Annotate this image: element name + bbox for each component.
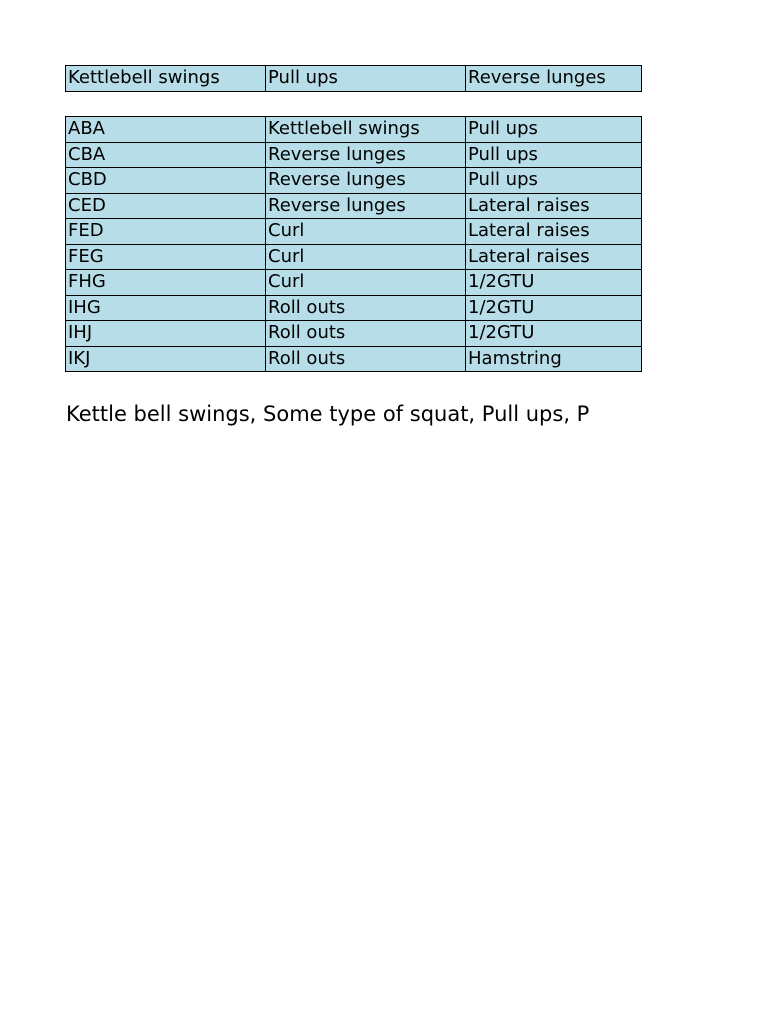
exercise-cell: Curl — [266, 270, 466, 296]
exercise-cell: Pull ups — [466, 142, 642, 168]
header-cell: Pull ups — [266, 66, 466, 92]
exercise-list-note: Kettle bell swings, Some type of squat, Pull ups, P — [66, 402, 590, 426]
exercise-cell: Curl — [266, 219, 466, 245]
exercise-cell: Lateral raises — [466, 244, 642, 270]
exercise-cell: Pull ups — [466, 117, 642, 143]
exercise-cell: Lateral raises — [466, 219, 642, 245]
exercise-cell: Roll outs — [266, 295, 466, 321]
table-row — [66, 117, 642, 143]
table-row — [66, 295, 642, 321]
routine-code-cell: IKJ — [66, 346, 266, 372]
routine-code-cell: FED — [66, 219, 266, 245]
routine-code-cell: FHG — [66, 270, 266, 296]
exercise-cell: Reverse lunges — [266, 142, 466, 168]
exercise-cell: Lateral raises — [466, 193, 642, 219]
exercise-cell: Curl — [266, 244, 466, 270]
routine-code-cell: CBA — [66, 142, 266, 168]
routine-code-cell: CED — [66, 193, 266, 219]
exercise-header-table — [65, 65, 642, 92]
table-row — [66, 321, 642, 347]
routine-table — [65, 116, 642, 372]
routine-code-cell: IHJ — [66, 321, 266, 347]
exercise-cell: 1/2GTU — [466, 295, 642, 321]
table-row — [66, 244, 642, 270]
exercise-cell: Roll outs — [266, 321, 466, 347]
header-cell: Kettlebell swings — [66, 66, 266, 92]
header-cell: Reverse lunges — [466, 66, 642, 92]
exercise-cell: Roll outs — [266, 346, 466, 372]
exercise-cell: 1/2GTU — [466, 270, 642, 296]
routine-code-cell: CBD — [66, 168, 266, 194]
table-row — [66, 168, 642, 194]
exercise-cell: Reverse lunges — [266, 168, 466, 194]
exercise-cell: Reverse lunges — [266, 193, 466, 219]
table-row — [66, 142, 642, 168]
table-row — [66, 346, 642, 372]
routine-code-cell: FEG — [66, 244, 266, 270]
exercise-cell: Kettlebell swings — [266, 117, 466, 143]
table-row — [66, 219, 642, 245]
routine-code-cell: ABA — [66, 117, 266, 143]
exercise-cell: Pull ups — [466, 168, 642, 194]
exercise-cell: 1/2GTU — [466, 321, 642, 347]
exercise-cell: Hamstring — [466, 346, 642, 372]
routine-code-cell: IHG — [66, 295, 266, 321]
header-row — [66, 66, 642, 92]
table-row — [66, 270, 642, 296]
table-row — [66, 193, 642, 219]
